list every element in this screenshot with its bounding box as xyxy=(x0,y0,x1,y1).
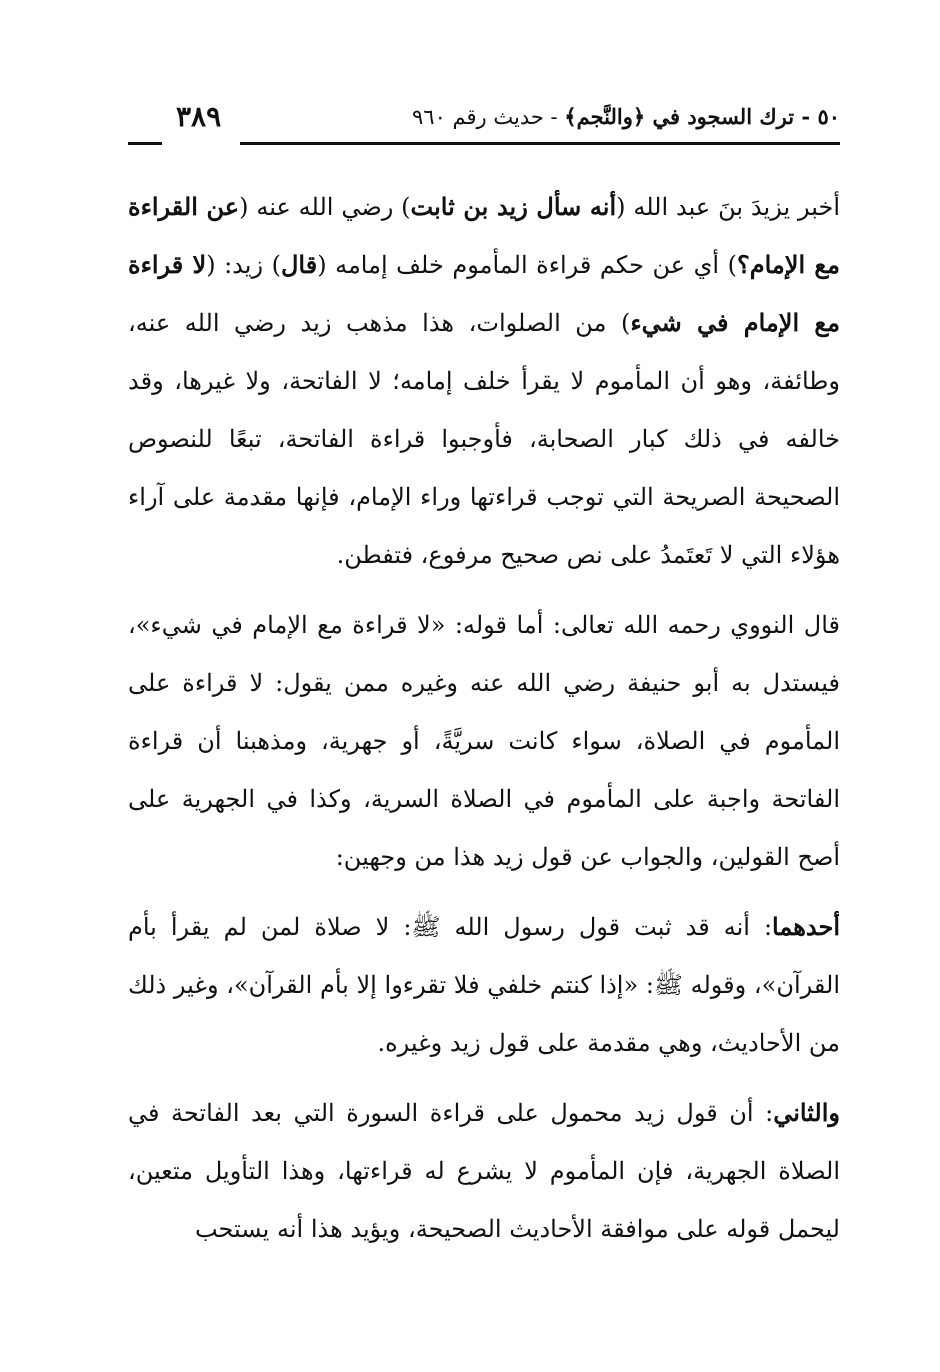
text-run: أخبر يزيدَ بنَ عبد الله ( xyxy=(616,193,840,221)
text-run: ) رضي الله عنه ( xyxy=(239,193,411,221)
quoted-text: أنه سأل زيد بن ثابت xyxy=(410,192,617,221)
paragraph-lead: أحدهما xyxy=(772,912,840,941)
text-run: ) أي عن حكم قراءة المأموم خلف إمامه ( xyxy=(317,251,737,279)
header-rule xyxy=(240,142,840,145)
text-run: : أن قول زيد محمول على قراءة السورة التي بعد الفاتحة في الصلاة الجهرية، فإن المأموم لا يشرع له قراءتها، وهذا التأويل متعين، ليحمل قوله على موافقة الأحاديث الصحيحة، ويؤيد هذا أنه يستحب xyxy=(128,1099,840,1243)
page-number-rule xyxy=(128,142,162,145)
running-header xyxy=(128,96,840,156)
paragraph-3 xyxy=(128,898,840,1072)
quoted-text: قال xyxy=(280,250,318,279)
paragraph-1 xyxy=(128,178,840,584)
quoted-text: لا قراءة مع الإمام في شيء xyxy=(128,250,840,337)
hadith-number: - حديث رقم ٩٦٠ xyxy=(412,105,565,129)
page-number: ٣٨٩ xyxy=(176,100,222,133)
chapter-title: ٥٠ - ترك السجود في ﴿والنَّجم﴾ xyxy=(564,104,840,129)
paragraph-4 xyxy=(128,1084,840,1258)
paragraph-lead: والثاني xyxy=(773,1098,840,1127)
text-run: ) زيد: ( xyxy=(206,251,281,279)
quoted-text: عن القراءة مع الإمام؟ xyxy=(128,192,841,279)
paragraph-2: قال النووي رحمه الله تعالى: أما قوله: «لا قراءة مع الإمام في شيء»، فيستدل به أبو حنيفة رضي الله عنه وغيره ممن يقول: لا قراءة على المأموم في الصلاة، سواء كانت سريَّةً، أو جهرية، ومذهبنا أن قراءة الفاتحة واجبة على المأموم في الصلاة السرية، وكذا في الجهرية على أصح القولين، والجواب عن قول زيد هذا من وجهين: xyxy=(128,611,840,871)
header-title xyxy=(412,104,840,129)
page-body xyxy=(128,178,840,1258)
text-run: : أنه قد ثبت قول رسول الله ﷺ: لا صلاة لمن لم يقرأ بأم القرآن»، وقوله ﷺ: «إذا كنتم خلفي فلا تقرءوا إلا بأم القرآن»، وغير ذلك من الأحاديث، وهي مقدمة على قول زيد وغيره. xyxy=(128,913,840,1057)
text-run: ) من الصلوات، هذا مذهب زيد رضي الله عنه، وطائفة، وهو أن المأموم لا يقرأ خلف إمامه؛ لا الفاتحة، ولا غيرها، وقد خالفه في ذلك كبار الصحابة، فأوجبوا قراءة الفاتحة، تبعًا للنصوص الصحيحة الصريحة التي توجب قراءتها وراء الإمام، فإنها مقدمة على آراء هؤلاء التي لا تَعتَمدُ على نص صحيح مرفوع، فتفطن. xyxy=(128,309,840,569)
